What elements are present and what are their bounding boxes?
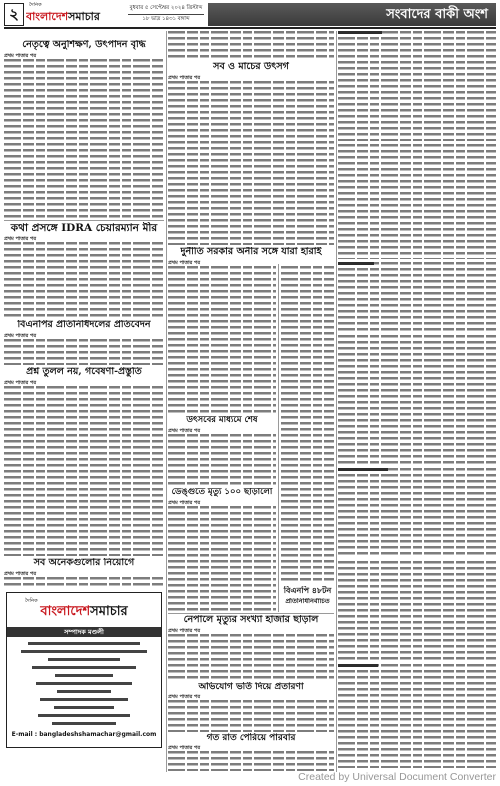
paragraph-lead bbox=[338, 468, 388, 471]
editorial-board-line bbox=[40, 698, 128, 701]
article-headline: প্রশ্ন তুলল নয়, গবেষণা-প্রস্তুতি bbox=[26, 367, 142, 377]
paragraph-lead bbox=[338, 664, 378, 667]
ad-logo-main-word: বাংলাদেশ bbox=[40, 604, 91, 619]
article-headline: নেপালে মৃত্যুর সংখ্যা হাজার ছাড়াল bbox=[183, 615, 319, 625]
column-rule bbox=[278, 264, 279, 612]
article-body bbox=[168, 81, 334, 245]
editorial-board-heading: সম্পাদক মণ্ডলী bbox=[7, 627, 161, 637]
editorial-board-line bbox=[38, 714, 130, 717]
logo-main-word: বাংলাদেশ bbox=[26, 10, 69, 23]
article-headline-line2: প্রতিনিধিনির্বাচিত bbox=[285, 598, 330, 605]
article-byline: প্রথম পাতার পর bbox=[4, 571, 37, 577]
article-body bbox=[338, 468, 496, 558]
article-headline: বিএনপির প্রতিনিধিদলের প্রতিবেদন bbox=[17, 320, 151, 330]
article-headline: উৎসবের মাধ্যমে শেষ bbox=[186, 416, 258, 425]
contact-email: E-mail : bangladeshshamachar@gmail.com bbox=[11, 731, 157, 738]
article-body bbox=[338, 262, 496, 332]
article-byline: প্রথম পাতার পর bbox=[4, 380, 37, 386]
article-headline: সব ও মাচের উৎসর্গ bbox=[213, 62, 289, 72]
editorial-board-line bbox=[32, 666, 136, 669]
article-byline: প্রথম পাতার পর bbox=[4, 236, 37, 242]
article-body bbox=[168, 751, 334, 771]
editorial-board-line bbox=[55, 674, 113, 677]
article-headline: কথা প্রসঙ্গে IDRA চেয়ারম্যান মীর bbox=[10, 222, 158, 234]
article-body bbox=[338, 144, 496, 259]
article-divider bbox=[4, 220, 164, 221]
article-body bbox=[281, 266, 334, 584]
section-banner bbox=[208, 3, 496, 26]
article-byline: প্রথম পাতার পর bbox=[168, 628, 201, 634]
article-byline: প্রথম পাতার পর bbox=[168, 260, 201, 266]
article-byline: প্রথম পাতার পর bbox=[168, 694, 201, 700]
article-headline: অভিযোগ ভর্তি দিয়ে প্রতারণা bbox=[198, 682, 304, 692]
editorial-board-line bbox=[28, 642, 140, 645]
article-body bbox=[4, 386, 164, 556]
column-rule bbox=[336, 31, 337, 772]
article-byline: প্রথম পাতার পর bbox=[4, 333, 37, 339]
article-body bbox=[168, 506, 276, 612]
article-body bbox=[168, 634, 334, 681]
article-body bbox=[168, 266, 276, 414]
article-body bbox=[338, 335, 496, 465]
ad-logo-prefix: দৈনিক bbox=[25, 598, 38, 604]
editorial-board-line bbox=[52, 722, 116, 725]
editorial-board-line bbox=[57, 690, 111, 693]
paragraph-lead bbox=[338, 262, 374, 265]
article-body bbox=[168, 700, 334, 732]
article-divider bbox=[168, 613, 334, 614]
logo-second-word: সমাচার bbox=[68, 10, 100, 23]
converter-watermark: Created by Universal Document Converter bbox=[298, 771, 496, 783]
newspaper-logo bbox=[26, 2, 123, 26]
editorial-board-box bbox=[6, 592, 162, 748]
article-body bbox=[4, 577, 164, 589]
article-byline: প্রথম পাতার পর bbox=[4, 53, 37, 59]
article-body bbox=[338, 664, 496, 768]
article-headline: ডেঙ্গুতে মৃত্যু ১০০ ছাড়ালো bbox=[171, 488, 273, 497]
editorial-board-line bbox=[21, 650, 147, 653]
logo-wordmark bbox=[26, 9, 123, 25]
date-gregorian: বুধবার ৫ সেপ্টেম্বর ২০২৪ খ্রিস্টাব্দ bbox=[129, 5, 203, 11]
article-headline: গত রাত পেরিয়ে পারবার bbox=[206, 733, 296, 743]
masthead-rule bbox=[4, 27, 496, 29]
article-byline: প্রথম পাতার পর bbox=[168, 428, 201, 434]
issue-date bbox=[126, 4, 206, 25]
editorial-board-line bbox=[36, 682, 132, 685]
article-headline: দুর্নীতি সরকার অনীর সঙ্গে যারা হারাই bbox=[180, 247, 322, 257]
article-headline: বিএনপি ৪৮টন bbox=[283, 586, 332, 595]
article-byline: প্রথম পাতার পর bbox=[168, 75, 201, 81]
paragraph-lead bbox=[338, 31, 382, 34]
article-body bbox=[338, 31, 496, 141]
column-rule bbox=[166, 31, 167, 772]
article-headline: নেতৃত্বে অনুশিক্ষণ, উৎপাদন বৃদ্ধি bbox=[22, 40, 146, 50]
article-body bbox=[338, 561, 496, 661]
article-body bbox=[4, 339, 164, 365]
article-byline: প্রথম পাতার পর bbox=[168, 745, 201, 751]
ad-logo bbox=[7, 603, 161, 621]
article-body bbox=[168, 434, 276, 486]
article-byline: প্রথম পাতার পর bbox=[168, 500, 201, 506]
article-body bbox=[4, 242, 164, 318]
section-title: সংবাদের বাকী অংশ bbox=[386, 7, 488, 22]
editorial-board-line bbox=[54, 706, 114, 709]
page-number: ২ bbox=[4, 3, 24, 26]
ad-logo-second-word: সমাচার bbox=[90, 604, 128, 619]
editorial-board-line bbox=[48, 658, 120, 661]
logo-prefix: দৈনিক bbox=[29, 2, 42, 8]
article-body bbox=[4, 59, 164, 219]
article-body bbox=[168, 31, 334, 60]
date-bangla: ১৮ ভাদ্র ১৪৩১ বঙ্গাব্দ bbox=[142, 16, 190, 22]
article-headline: সব অনেকগুলোর নিয়োগে bbox=[33, 558, 135, 568]
